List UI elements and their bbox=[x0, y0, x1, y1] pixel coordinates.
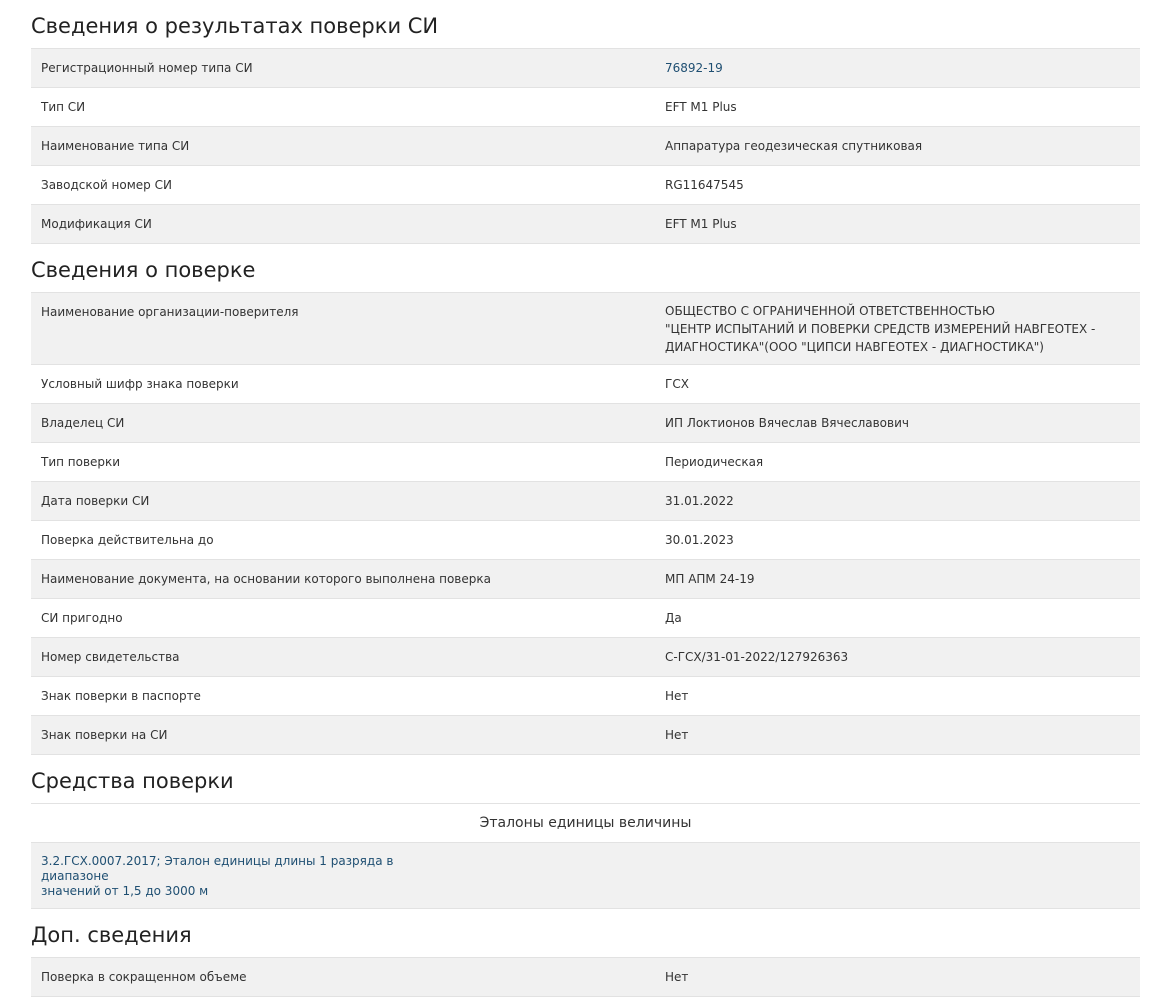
table-row bbox=[31, 88, 1140, 127]
table-row bbox=[31, 205, 1140, 244]
organization-name-value bbox=[665, 293, 1140, 364]
table-row bbox=[31, 127, 1140, 166]
row-value: 30.01.2023 bbox=[665, 533, 734, 547]
row-label: Модификация СИ bbox=[41, 217, 152, 231]
row-value: Нет bbox=[665, 689, 689, 703]
row-label: Номер свидетельства bbox=[41, 650, 180, 664]
verification-page bbox=[31, 0, 1140, 997]
registration-number-link[interactable]: 76892-19 bbox=[665, 61, 723, 75]
row-label: Поверка в сокращенном объеме bbox=[41, 970, 247, 984]
table-row bbox=[31, 365, 1140, 404]
table-row bbox=[31, 404, 1140, 443]
table-row bbox=[31, 638, 1140, 677]
etalon-line: 3.2.ГСХ.0007.2017; Эталон единицы длины 1 разряда в диапазоне bbox=[41, 854, 394, 883]
etalon-line: значений от 1,5 до 3000 м bbox=[41, 884, 209, 898]
row-value: 31.01.2022 bbox=[665, 494, 734, 508]
table-row bbox=[31, 521, 1140, 560]
row-value: Нет bbox=[665, 728, 689, 742]
table-row bbox=[31, 677, 1140, 716]
table-row bbox=[31, 293, 1140, 365]
row-label: Тип поверки bbox=[41, 455, 121, 469]
row-value: Нет bbox=[665, 970, 689, 984]
table-row bbox=[31, 716, 1140, 755]
row-label: Поверка действительна до bbox=[41, 533, 214, 547]
row-label: Регистрационный номер типа СИ bbox=[41, 61, 253, 75]
row-label: Условный шифр знака поверки bbox=[41, 377, 239, 391]
row-value: ИП Локтионов Вячеслав Вячеславович bbox=[665, 416, 909, 430]
row-label: СИ пригодно bbox=[41, 611, 123, 625]
table-row bbox=[31, 599, 1140, 638]
organization-name-line: ОБЩЕСТВО С ОГРАНИЧЕННОЙ ОТВЕТСТВЕННОСТЬЮ bbox=[665, 304, 995, 318]
row-label: Владелец СИ bbox=[41, 416, 125, 430]
table-row bbox=[31, 482, 1140, 521]
verification-means-table bbox=[31, 803, 1140, 909]
row-label: Дата поверки СИ bbox=[41, 494, 150, 508]
row-value: EFT M1 Plus bbox=[665, 217, 737, 231]
section-title-verification-results: Сведения о результатах поверки СИ bbox=[31, 14, 439, 38]
organization-name-line: ДИАГНОСТИКА"(ООО "ЦИПСИ НАВГЕОТЕХ - ДИАГНОСТИКА") bbox=[665, 340, 1044, 354]
row-value: Периодическая bbox=[665, 455, 764, 469]
row-value: EFT M1 Plus bbox=[665, 100, 737, 114]
table-row bbox=[31, 560, 1140, 599]
table-row bbox=[31, 166, 1140, 205]
row-label: Знак поверки на СИ bbox=[41, 728, 168, 742]
additional-info-table bbox=[31, 957, 1140, 997]
row-label: Наименование организации-поверителя bbox=[41, 305, 299, 319]
row-value: Аппаратура геодезическая спутниковая bbox=[665, 139, 923, 153]
table-row bbox=[31, 958, 1140, 997]
row-value: С-ГСХ/31-01-2022/127926363 bbox=[665, 650, 849, 664]
row-value: ГСХ bbox=[665, 377, 689, 391]
verification-info-table bbox=[31, 292, 1140, 755]
row-label: Знак поверки в паспорте bbox=[41, 689, 201, 703]
row-label: Заводской номер СИ bbox=[41, 178, 172, 192]
row-value: МП АПМ 24-19 bbox=[665, 572, 755, 586]
section-title-verification-info: Сведения о поверке bbox=[31, 258, 256, 282]
section-title-additional-info: Доп. сведения bbox=[31, 923, 192, 947]
etalon-link[interactable] bbox=[31, 843, 1140, 909]
row-label: Тип СИ bbox=[41, 100, 86, 114]
row-value: Да bbox=[665, 611, 682, 625]
table-row bbox=[31, 443, 1140, 482]
section-title-verification-means: Средства поверки bbox=[31, 769, 234, 793]
etalons-subheader: Эталоны единицы величины bbox=[31, 804, 1140, 843]
row-value: RG11647545 bbox=[665, 178, 744, 192]
row-label: Наименование документа, на основании которого выполнена поверка bbox=[41, 572, 491, 586]
table-row bbox=[31, 49, 1140, 88]
row-label: Наименование типа СИ bbox=[41, 139, 190, 153]
verification-results-table bbox=[31, 48, 1140, 244]
organization-name-line: "ЦЕНТР ИСПЫТАНИЙ И ПОВЕРКИ СРЕДСТВ ИЗМЕРЕНИЙ НАВГЕОТЕХ - bbox=[665, 322, 1096, 336]
